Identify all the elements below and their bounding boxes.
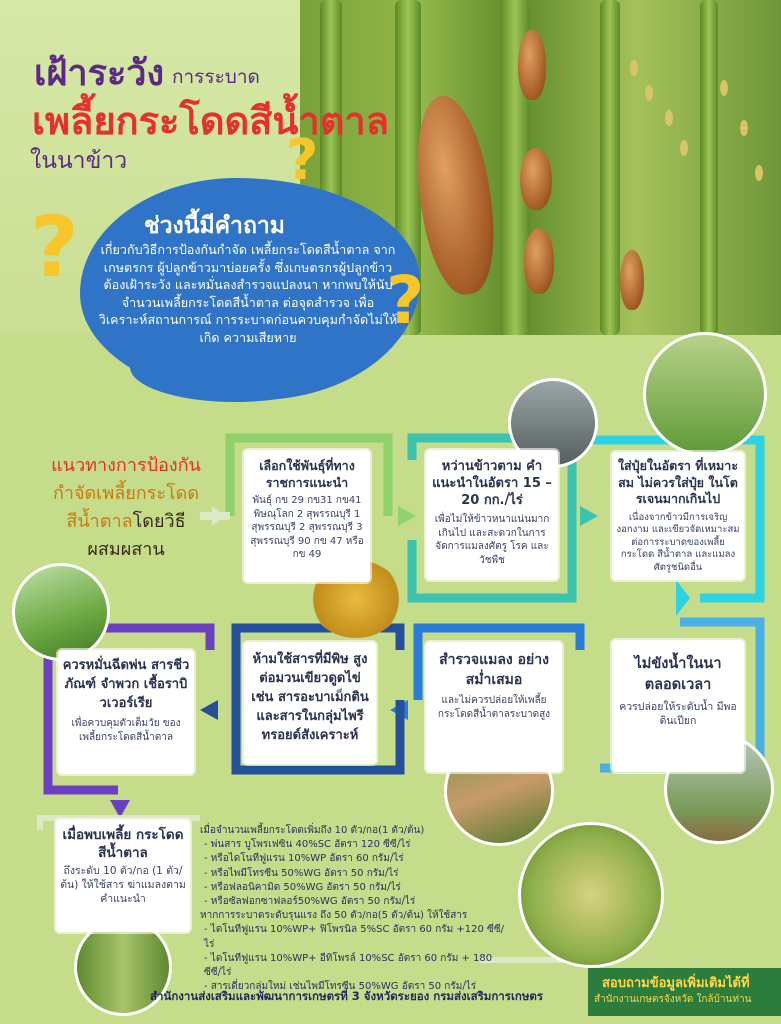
step-2-title: หว่านข้าวตาม คำแนะนำในอัตรา 15 – 20 กก./ไร่ bbox=[432, 459, 552, 508]
step-1-card bbox=[244, 450, 370, 582]
guide-line3a: สีน้ำตาล bbox=[66, 511, 133, 532]
step-1-body: พันธุ์ กข 29 กข31 กข41 พิษณุโลก 2 สุพรรณบุรี 1 สุพรรณบุรี 2 สุพรรณบุรี 3 สุพรรณบุรี 90 กข 47 หรือ กข 49 bbox=[250, 495, 364, 560]
chemical-item: - หรือไพมีโทรซีน 50%WG อัตรา 50 กรัม/ไร่ bbox=[204, 867, 399, 879]
chemical-item: - พ่นสาร บูโพรเฟซิน 40%SC อัตรา 120 ซีซี/ไร่ bbox=[204, 839, 411, 851]
step-2-card bbox=[426, 450, 558, 580]
farmer-spraying-photo bbox=[12, 563, 110, 661]
chemical-item: - หรือซัลฟอกซาฟลอร์50%WG อัตรา 50 กรัม/ไร่ bbox=[204, 896, 416, 908]
question-title: ช่วงนี้มีคำถาม bbox=[144, 213, 285, 239]
guide-line3b: โดยวิธี bbox=[132, 511, 186, 532]
step-7-body: เพื่อควบคุมตัวเต็มวัย ของเพลี้ยกระโดดสีน้ำตาล bbox=[71, 718, 181, 743]
step-3-card bbox=[612, 452, 744, 580]
chemical-severe-item: - ไดโนทีฟูแรน 10%WP+ อีทิโพรล์ 10%SC อัตรา 60 กรัม + 180 ซีซี/ไร่ bbox=[204, 952, 493, 979]
step-8-body: ถึงระดับ 10 ตัว/กอ (1 ตัว/ต้น) ให้ใช้สาร ฆ่าแมลงตามคำแนะนำ bbox=[60, 865, 186, 905]
question-body: เกี่ยวกับวิธีการป้องกันกำจัด เพลี้ยกระโดดสีน้ำตาล จากเกษตรกร ผู้ปลูกข้าวมาบ่อยครั้ง ซึ่งเกษตรกรผู้ปลูกข้าว ต้องเฝ้าระวัง และหมั่นลงสำรวจแปลงนา หากพบให้นับจำนวนเพลี้ยกระโดดสีน้ำตาล ต่อจุดสำรวจ เพื่อวิเคราะห์สถานการณ์ การระบาดก่อนควบคุมกำจัดไม่ให้เกิด ความเสียหาย bbox=[98, 242, 398, 345]
title-line2: เพลี้ยกระโดดสีน้ำตาล bbox=[32, 99, 389, 143]
step-4-title: ไม่ขังน้ำในนา ตลอดเวลา bbox=[634, 656, 722, 693]
contact-subtitle: สำนักงานเกษตรจังหวัด ใกล้บ้านท่าน bbox=[594, 994, 752, 1005]
step-5-card bbox=[426, 642, 562, 772]
step-4-body: ควรปล่อยให้ระดับน้ำ มีพอดินเปียก bbox=[619, 701, 737, 727]
step-8-title: เมื่อพบเพลี้ย กระโดดสีน้ำตาล bbox=[62, 827, 184, 861]
chemical-severe-list bbox=[200, 923, 510, 994]
question-mark-icon: ? bbox=[386, 262, 425, 339]
guide-line2: กำจัดเพลี้ยกระโดด bbox=[52, 483, 200, 504]
step-2-body: เพื่อไม่ให้ข้าวหนาแน่นมาก เกินไป และสะดวกในการ จัดการแมลงศัตรู โรค และวัชพืช bbox=[434, 514, 550, 566]
step-3-title: ใส่ปุ๋ยในอัตรา ที่เหมาะสม ไม่ควรใส่ปุ๋ย ในโตรเจนมากเกินไป bbox=[617, 458, 739, 506]
contact-title: สอบถามข้อมูลเพิ่มเติมได้ที่ bbox=[602, 976, 750, 991]
step-4-card bbox=[612, 640, 744, 772]
step-1-title: เลือกใช้พันธุ์ที่ทาง ราชการแนะนำ bbox=[259, 458, 355, 490]
chemical-severe-item: - สารเดี่ยวกลุ่มใหม่ เช่นไพมีโทรซีน 50%WG อัตรา 50 กรัม/ไร่ bbox=[204, 981, 477, 993]
step-8-card bbox=[56, 820, 190, 932]
title-line1: เฝ้าระวัง bbox=[34, 53, 165, 94]
step-6-title: ห้ามใช้สารที่มีพิษ สูงต่อมวนเขียวดูดไข่ เช่น สารอะบาเม็กติน และสารในกลุ่มไพรี ทรอยด์สังเคราะห์ bbox=[251, 652, 369, 743]
title-line1-small: การระบาด bbox=[172, 66, 260, 88]
chemical-severe: หากการระบาดระดับรุนแรง ถึง 50 ตัว/กอ(5 ตัว/ต้น) ให้ใช้สาร bbox=[200, 910, 468, 922]
chemical-list bbox=[200, 838, 510, 909]
guide-line1: แนวทางการป้องกัน bbox=[51, 455, 201, 476]
step-7-title: ควรหมั่นฉีดพ่น สารชีวภัณฑ์ จำพวก เชื้อราบิวเวอร์เรีย bbox=[62, 658, 190, 711]
rice-grain-photo bbox=[518, 822, 664, 968]
agency-footer: สำนักงานส่งเสริมและพัฒนาการเกษตรที่ 3 จังหวัดระยอง กรมส่งเสริมการเกษตร bbox=[150, 989, 544, 1003]
step-6-card bbox=[244, 642, 376, 764]
chemical-intro: เมื่อจำนวนเพลี้ยกระโดดเพิ่มถึง 10 ตัว/กอ(1 ตัว/ต้น) bbox=[200, 825, 425, 836]
step-5-title: สำรวจแมลง อย่างสม่ำเสมอ bbox=[439, 652, 549, 688]
step-5-body: และไม่ควรปล่อยให้เพลี้ย กระโดดสีน้ำตาลระบาดสูง bbox=[437, 695, 551, 720]
chemical-severe-item: - ไดโนทีฟูแรน 10%WP+ ฟิโพรนิล 5%SC อัตรา 60 กรัม +120 ซีซี/ไร่ bbox=[204, 924, 505, 950]
question-mark-icon: ? bbox=[286, 128, 319, 193]
chemical-recommendations bbox=[200, 824, 510, 994]
title-line3: ในนาข้าว bbox=[30, 148, 128, 174]
guide-line4: ผสมผสาน bbox=[87, 539, 165, 560]
question-mark-icon: ? bbox=[30, 198, 79, 296]
guide-heading bbox=[26, 452, 226, 564]
farmer-fertilizing-photo bbox=[643, 332, 767, 456]
step-3-body: เนื่องจากข้าวมีการเจริญ งอกงาม และเขียวจัดเหมาะสม ต่อการระบาดของเพลี้ยกระโดด สีน้ำตาล และแมลงศัตรูชนิดอื่น bbox=[616, 511, 740, 573]
step-7-card bbox=[58, 650, 194, 774]
chemical-item: - หรือฟลอนิคามิด 50%WG อัตรา 50 กรัม/ไร่ bbox=[204, 881, 401, 893]
chemical-item: - หรือไดโนทีฟูแรน 10%WP อัตรา 60 กรัม/ไร่ bbox=[204, 853, 404, 865]
